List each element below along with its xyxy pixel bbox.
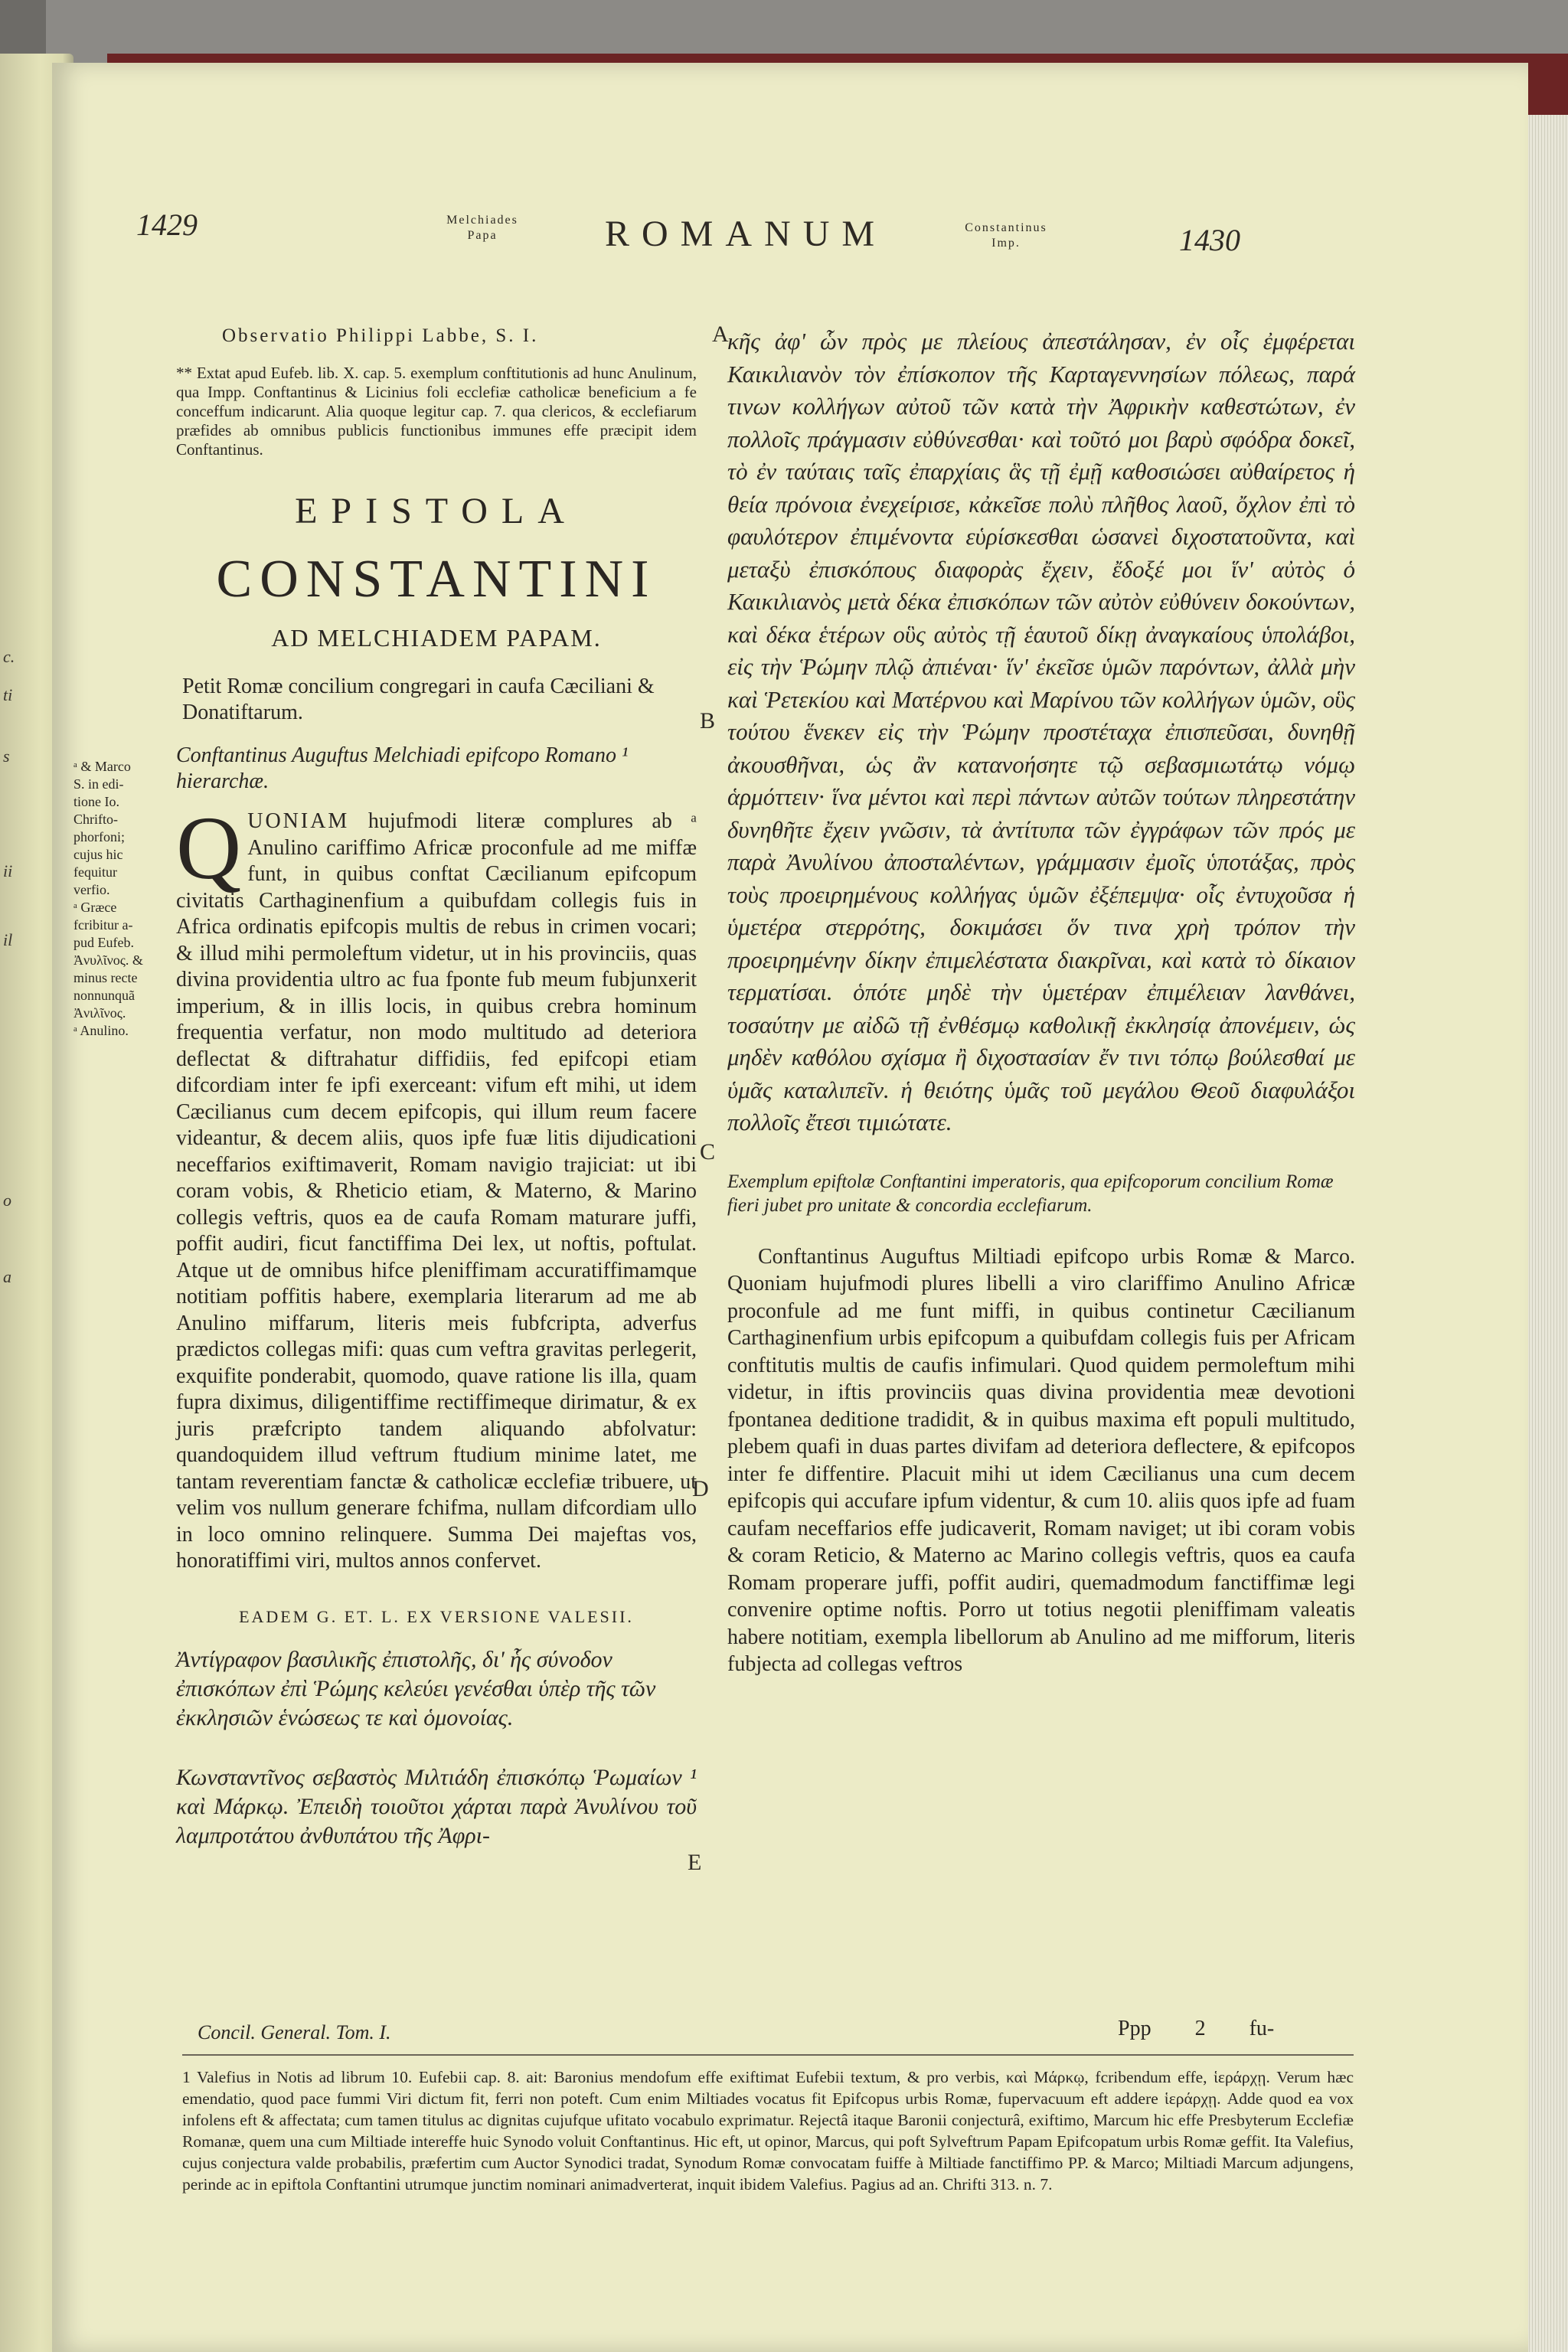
section-letter-b: B [700, 708, 716, 733]
running-caption-left: Melchiades Papa [446, 214, 518, 242]
marginal-note-line: fcribitur a- [74, 917, 133, 933]
greek-title: Ἀντίγραφον βασιλικῆς ἐπιστολῆς, δι' ἧς σύνοδον ἐπισκόπων ἐπὶ Ῥώμης κελεύει γενέσθαι ὑπὲρ τῆς τῶν ἐκκλησιῶν ἑνώσεως τε καὶ ὁμονοίας. [176, 1646, 656, 1730]
drop-cap: Q [176, 798, 242, 898]
section-letter-a: A [712, 322, 729, 347]
prev-fragment: a [3, 1267, 11, 1286]
signature-mark: Ppp 2 fu- [1118, 2017, 1275, 2040]
marginal-note-line: nonnunquã [74, 988, 135, 1003]
marginal-note-line: phorfoni; [74, 829, 125, 844]
marginal-note-line: ᵃ Anulino. [74, 1023, 129, 1038]
prev-fragment: ii [3, 861, 13, 880]
exemplum-heading: Exemplum epiftolæ Conftantini imperatoris, qua epifcoporum concilium Romæ fieri jubet pro unitate & concordia ecclefiarum. [727, 1171, 1334, 1216]
addressee-heading: AD MELCHIADEM PAPAM. [271, 624, 602, 652]
marginal-note-line: pud Eufeb. [74, 935, 134, 950]
marginal-note-line: Ἀνυλῖνος. & [74, 952, 143, 968]
prev-fragment: c. [3, 647, 15, 666]
latin-version-text [727, 1243, 1355, 1678]
prev-fragment: s [3, 746, 10, 766]
observation-note: ** Extat apud Eufeb. lib. X. cap. 5. exemplum conftitutionis ad hunc Anulinum, qua Impp. Conftantinus & Licinius foli ecclefiæ catholicæ beneficium a fe conceffum indicarunt. Alia quoque legitur cap. 7. qua clericos, & ecclefiarum præfides ab omnibus publicis functionibus immunes effe præcipit idem Conftantinus. [176, 364, 697, 459]
section-letter-e: E [688, 1850, 702, 1875]
epistle-salutation: Conftantinus Auguftus Melchiadi epifcopo Romano ¹ hierarchæ. [176, 743, 629, 793]
prev-fragment: o [3, 1191, 11, 1210]
signature-footer: Concil. General. Tom. I. [198, 2021, 391, 2043]
greek-opening: Κωνσταντῖνος σεβαστὸς Μιλτιάδη ἐπισκόπῳ Ῥωμαίων ¹ καὶ Μάρκῳ. Ἐπειδὴ τοιοῦτοι χάρται παρὰ Ἀνυλίνου τοῦ λαμπροτάτου ἀνθυπάτου τῆς Ἀφρι- [176, 1764, 697, 1848]
running-caption-right: Constantinus Imp. [965, 221, 1047, 250]
epistola-heading: EPISTOLA [295, 491, 578, 531]
page-edges [1524, 115, 1568, 2352]
epistle-summary: Petit Romæ concilium congregari in caufa Cæciliani & Donatiftarum. [182, 675, 655, 724]
marginal-note-line: ᵃ & Marco [74, 759, 131, 774]
marginal-note-line: tione Io. [74, 794, 119, 809]
page-number-right: 1430 [1179, 223, 1240, 257]
left-column [176, 325, 697, 1851]
prev-fragment: ti [3, 685, 13, 704]
section-letter-d: D [692, 1476, 709, 1501]
marginal-note-line: S. in edi- [74, 776, 124, 792]
section-letter-c: C [700, 1139, 716, 1165]
observation-heading: Observatio Philippi Labbe, S. I. [222, 325, 539, 346]
marginal-note-line: minus recte [74, 970, 138, 985]
marginal-note-line: fequitur [74, 864, 117, 880]
page-number-left: 1429 [136, 207, 198, 242]
greek-epistle-text: κῆς ἀφ' ὧν πρὸς με πλείους ἀπεστάλησαν, ἐν οἷς ἐμφέρεται Καικιλιανὸν τὸν ἐπίσκοπον τῆς Καρταγεννησίων πόλεως, παρά τινων κολλήγων αὐτοῦ τῶν κατὰ τὴν Ἀφρικὴν καθεστώτων, ἐν πολλοῖς πράγμασιν εὐθύνεσθαι· καὶ τοῦτό μοι βαρὺ σφόδρα δοκεῖ, τὸ ἐν ταύταις ταῖς ἐπαρχίαις ἃς τῇ ἐμῇ καθοσιώσει αὐθαίρετος ἡ θεία πρόνοια ἐνεχείρισε, κἀκεῖσε πολὺ πλῆθος λαοῦ, ὄχλον ἐπὶ τὸ φαυλότερον ἐπιμένοντα εὑρίσκεσθαι ὡσανεὶ διχοστατοῦντα, καὶ μεταξὺ ἐπισκόπους διαφορὰς ἔχειν, ἔδοξέ μοι ἵν' αὐτὸς ὁ Καικιλιανὸς μετὰ δέκα ἐπισκόπων τῶν αὐτὸν εὐθύνειν δοκούντων, καὶ δέκα ἑτέρων οὓς αὐτὸς τῇ ἑαυτοῦ δίκῃ ἀναγκαίους ὑπολάβοι, εἰς τὴν Ῥώμην πλῷ ἀπιέναι· ἵν' ἐκεῖσε ὑμῶν παρόντων, ἀλλὰ μὴν καὶ Ῥετεκίου καὶ Ματέρνου καὶ Μαρίνου τῶν κολλήγων ὑμῶν, οὓς τούτου ἕνεκεν εἰς τὴν Ῥώμην προστέταχα ἐπισπεῦσαι, δυνηθῇ ἀκουσθῆναι, ὡς ἂν κατανοήσητε τῷ σεβασμιωτάτῳ νόμῳ ἁρμόττειν· ἵνα μέντοι καὶ περὶ πάντων αὐτῶν τούτων πληρεστάτην δυνηθῆτε ἔχειν γνῶσιν, τὰ ἀντίτυπα τῶν ἐγγράφων τῶν πρός με παρὰ Ἀνυλίνου ἀποσταλέντων, γράμμασιν ἐμοῖς ὑποτάξας, πρὸς τοὺς προειρημένους κολλήγας ὑμῶν ἐξέπεμψα· οἷς ἐντυχοῦσα ἡ ὑμετέρα στερρότης, δοκιμάσει ὅν τινα χρὴ τρόπον τὴν προειρημένην δίκην ἐπιμελέστατα διακρῖναι, καὶ κατὰ τὸ δίκαιον τερματίσαι. ὁπότε μηδὲ τὴν ὑμετέραν ἐπιμέλειαν λανθάνει, τοσαύτην με αἰδῶ τῇ ἐνθέσμῳ καθολικῇ ἐκκλησίᾳ ἀπονέμειν, ὡς μηδὲν καθόλου σχίσμα ἢ διχοστασίαν ἔν τινι τόπῳ βούλεσθαί με ὑμᾶς καταλιπεῖν. ἡ θειότης ὑμᾶς τοῦ μεγάλου Θεοῦ διαφυλάξοι πολλοῖς ἔτεσι τιμιώτατε. [727, 328, 1355, 1135]
first-word: UONIAM [247, 809, 350, 833]
marginal-note-line: cujus hic [74, 847, 123, 862]
marginal-note-line: Ἀνιλῖνος. [74, 1005, 126, 1021]
greek-version-heading: EADEM G. ET. L. EX VERSIONE VALESII. [239, 1606, 634, 1626]
prev-fragment: il [3, 930, 13, 949]
latin-epistle-text [176, 798, 697, 1575]
constantini-heading: CONSTANTINI [216, 550, 657, 609]
running-title: ROMANUM [605, 214, 887, 254]
marginal-note-line: ᵃ Græce [74, 900, 117, 915]
marginal-note-line: Chrifto- [74, 812, 118, 827]
footnote: 1 Valefius in Notis ad librum 10. Eufebii cap. 8. ait: Baronius mendofum effe exiftimat Eufebii textum, & pro verbis, καὶ Μάρκῳ, fcribendum effe, ἱεράρχῃ. Verum hæc emendatio, quod pace fummi Viri dictum fit, ferri non poteft. Cum enim Miltiades vocatus fit Epifcopus urbis Romæ, fupervacuum eft addere ἱεράρχῃ. Adde quod ea vox infolens eft & affectata; cum tamen titulus ac dignitas cujufque ufitato vocabulo exprimatur. Rejectâ itaque Baronii conjecturâ, exiftimo, Marcum hic effe Presbyterum Ecclefiæ Romanæ, quem una cum Miltiade intereffe huic Synodo voluit Conftantinus. Hic eft, ut opinor, Marcus, qui poft Sylveftrum Papam Epifcopatum urbis Romæ geffit. Ita Valefius, cujus conjectura valde probabilis, præfertim cum Auctor Synodici tradat, Synodum Romæ convocatam fuiffe à Miltiade fanctiffimo PP. & Marco; Miltiadi Marcum adjungens, perinde ac in epiftola Conftantini utrumque junctim nominari animadverterat, inquit ibidem Valefius. Pagius ad an. Chrifti 313. n. 7. [182, 2054, 1354, 2195]
marginal-note-line: verfio. [74, 882, 110, 897]
latin-version-body: Conftantinus Auguftus Miltiadi epifcopo urbis Romæ & Marco. Quoniam hujufmodi plures libelli a viro clariffimo Anulino Africæ proconfule ad me funt miffi, in quibus continetur Cæcilianum Carthaginenfium urbis epifcopum a quibufdam collegis fuis per Africam conftitutis multis de caufis infimulari. Quod quidem permoleftum mihi videtur, in iftis provinciis quas divina providentia meæ devotioni fpontanea deditione tradidit, & in quibus maxima eft populi multitudo, plebem quafi in duas partes divifam ad deteriora deflectere, & epifcopos inter fe diffentire. Placuit mihi ut idem Cæcilianus una cum decem epifcopis qui accufare ipfum videntur, & cum 10. aliis quos ipfe ad fuam caufam neceffarios effe judicaverit, Romam naviget; ut ibi coram vobis & coram Reticio, & Materno ac Marino collegis veftris, quos ea caufa Romam properare juffi, poffit audiri, quemadmodum fanctiffimæ legi convenire optime noftis. Porro ut totius negotii pleniffimam valeatis habere notitiam, exempla libellorum ab Anulino ad me mifforum, literis fubjecta ad collegas veftros [727, 1244, 1355, 1676]
marginal-notes [74, 758, 173, 1040]
right-column [727, 325, 1355, 1678]
latin-epistle-body: hujufmodi literæ complures ab ᵃ Anulino cariffimo Africæ proconfule ad me miffæ funt, in quibus conftat Cæcilianum epifcopum civitatis Carthaginenfium a quibufdam collegis fuis in Africa ordinatis epifcopis multis de rebus in crimen vocari; & illud mihi permoleftum videtur, ut in his provinciis, quas divina providentia ultro ac fua fponte fub meum fubjunxerit imperium, & in illis locis, in quibus crebra hominum frequentia verfatur, non modo multitudo ad deteriora deflectat & diftrahatur diffidiis, fed epifcopi etiam difcordiam inter fe ipfi exerceant: vifum eft mihi, ut idem Cæcilianus cum decem epifcopis, qui illum reum facere videantur, & decem aliis, quos ipfe fuæ litis dijudicationi neceffarios exiftimaverit, Romam navigio trajiciat: ut ibi coram vobis, & Rheticio etiam, & Materno, & Marino collegis veftris, quos ea de caufa Romam maturare juffi, poffit audiri, ficut fanctiffima Dei lex, ut noftis, poftulat. Atque ut de omnibus hifce pleniffimam accuratiffimamque notitiam poffitis habere, exemplaria literarum ad me ab Anulino miffarum, literis meis fubfcripta, adverfus prædictos collegas mifi: quas cum veftra gravitas perlegerit, exquifite ponderabit, quomodo, quave ratione lis illa, quam fupra diximus, diligentiffime rectiffimeque dirimatur, & ex juris præfcripto tandem aliquando abfolvatur: quandoquidem illud veftrum ftudium minime latet, me tantam reverentiam fanctæ & catholicæ ecclefiæ tribuere, ut velim vos nullum generare fchifma, nullam difcordiam ullo in loco omnino relinquere. Summa Dei majeftas vos, honoratiffimi viri, multos annos confervet. [176, 809, 697, 1573]
